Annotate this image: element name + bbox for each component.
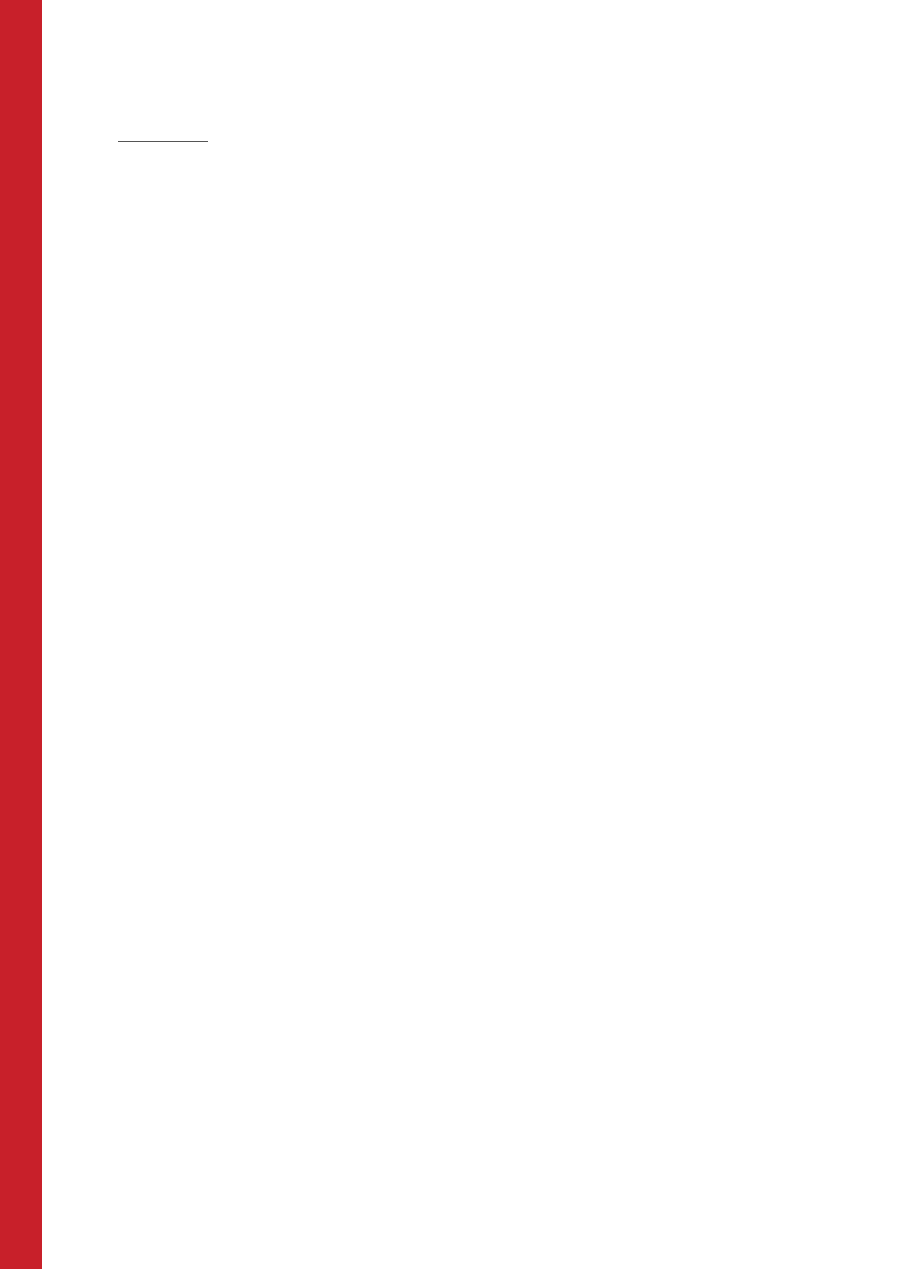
document-page xyxy=(118,62,838,186)
footnote-divider xyxy=(118,141,208,142)
red-margin-bar xyxy=(0,0,42,1269)
footnote xyxy=(118,152,838,172)
